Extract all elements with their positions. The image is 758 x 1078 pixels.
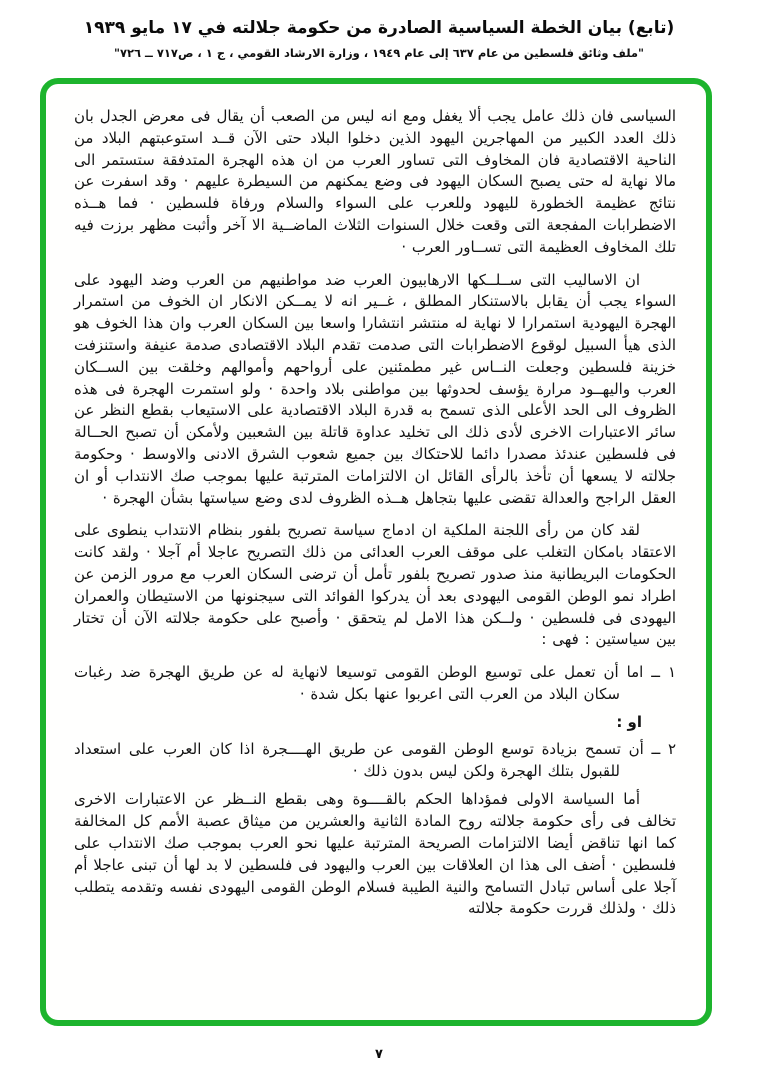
paragraph-royal-commission: لقد كان من رأى اللجنة الملكية ان ادماج سياسة تصريح بلفور بنظام الانتداب ينطوى على الاعتقاد بامكان التغلب على موقف العرب العدائى من ذلك التصريح عاجلا أم آجلا · ولقد كانت الحكومات البريطانية منذ صدور تصريح بلفور تأمل أن ترضى السكان العرب مع مرور الزمن عن اطراد نمو الوطن القومى اليهودى بعد أن يدركوا الفوائد التى سيجنونها من الاستيطان والعمران اليهودى فى فلسطين · ولــكن هذا الامل لم يتحقق · وأصبح على حكومة جلالته الآن أن تختار بين سياستين : فهى : — [74, 521, 676, 649]
policy-option-1: ١ ــ اما أن تعمل على توسيع الوطن القومى توسيعا لانهاية له عن طريق الهجرة ضد رغبات سكان البلاد من العرب التى اعربوا عنها بكل شدة · — [74, 663, 676, 703]
document-footer — [0, 1043, 758, 1062]
source-reference: "ملف وثائق فلسطين من عام ٦٣٧ إلى عام ١٩٤٩ ، وزارة الارشاد القومي ، ج ١ ، ص٧١٧ ــ ٧٢٦" — [113, 46, 645, 60]
green-border-frame — [40, 78, 712, 1026]
paragraph-continuation: السياسى فان ذلك عامل يجب ألا يغفل ومع انه ليس من الصعب أن يقال فى معرض الجدل بان ذلك العدد الكبير من المهاجرين اليهود الذين دخلوا البلاد حتى الآن قــد استوعبتهم البلاد من الناحية الاقتصادية فان المخاوف التى تساور العرب من ان هذه الهجرة المتدفقة ستستمر الى مالا نهاية له حتى يصبح السكان اليهود فى وضع يمكنهم من السيطرة عليهم · وقد اسفرت عن نتائج عظيمة الخطورة لليهود وللعرب على السواء والسلام ورفاة فلسطين · فما هــذه الاضطرابات المفجعة التى وقعت خلال السنوات الثلاث الماضــية الا آخر وأثبت مظهر برزت فيه تلك المخاوف العظيمة التى تســاور العرب · — [74, 107, 676, 256]
paragraph-first-policy-analysis: أما السياسة الاولى فمؤداها الحكم بالقــــوة وهى بقطع النــظر عن الاعتبارات الاخرى تخالف فى رأى حكومة جلالته روح المادة الثانية والعشرين من ميثاق عصبة الأمم كل المخالفة كما انها تناقض أيضا الالتزامات الصريحة المترتبة عليها نحو العرب بموجب صك الانتداب على فلسطين · أضف الى هذا ان العلاقات بين العرب واليهود فى فلسطين لا بد لها أن تبنى عاجلا أم آجلا على أساس تبادل التسامح والنية الطيبة فسلام الوطن القومى اليهودى نفسه وتقدمه يتطلب ذلك · ولذلك قررت حكومة جلالته — [74, 790, 676, 918]
page-number: ٧ — [375, 1047, 383, 1062]
policy-option-2: ٢ ــ أن تسمح بزيادة توسع الوطن القومى عن طريق الهــــجرة اذا كان العرب على استعداد للقبول بتلك الهجرة ولكن ليس بدون ذلك · — [74, 739, 676, 780]
page-title: (تابع) بيان الخطة السياسية الصادرة من حكومة جلالته في ١٧ مايو ١٩٣٩ — [83, 18, 675, 38]
or-label: او : — [616, 712, 642, 731]
document-header — [0, 0, 758, 60]
paragraph-terrorism-condemnation: ان الاساليب التى ســلــكها الارهابيون العرب ضد مواطنيهم من العرب وضد اليهود على السواء يجب أن يقابل بالاستنكار المطلق ، غــير انه لا يمــكن الانكار ان الخوف من استمرار الهجرة اليهودية استمرارا لا نهاية له منتشر انتشارا واسعا بين السكان العرب وان هذا الخوف هو الذى هيأ السبيل لوقوع الاضطرابات التى صدمت تقدم البلاد الاقتصادى صدمة عنيفة واستنزفت خزينة فلسطين وجعلت النــاس غير مطمئنين على أرواحهم وأموالهم وخلقت بين الســكان العرب واليهــود مرارة يؤسف لحدوثها بين مواطنى بلاد واحدة · ولو استمرت الهجرة فى هذه الظروف الى الحد الأعلى الذى تسمح به قدرة البلاد الاقتصادية على الاستيعاب بقطع النظر عن سائر الاعتبارات الاخرى لأدى ذلك الى تخليد عداوة قاتلة بين الشعبين ولأمكن أن تصبح الحــالة فى فلسطين عندئذ مصدرا دائما للاحتكاك بين جميع شعوب الشرق الادنى والاوسط · وحكومة جلالته لا يسعها أن تأخذ بالرأى القائل ان الالتزامات المترتبة عليها بموجب صك الانتداب أو ان العقل الراجح والعدالة تقضى عليها بتجاهل هــذه الظروف لدى وضع سياستها بشأن الهجرة · — [74, 270, 676, 507]
